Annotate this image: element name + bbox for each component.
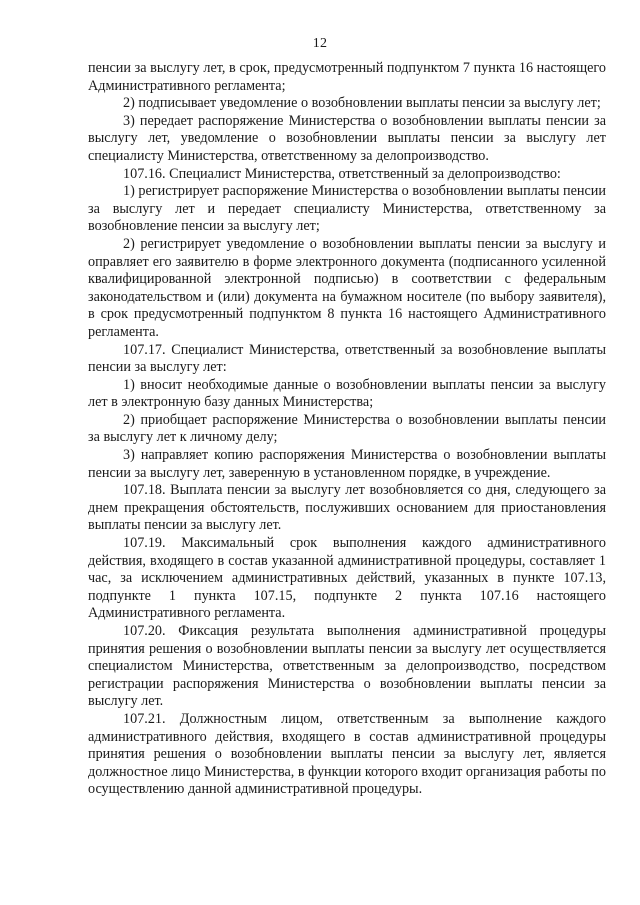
paragraph: 107.16. Специалист Министерства, ответственный за делопроизводство: (123, 165, 561, 182)
paragraph: 1) регистрирует распоряжение Министерства о возобновлении выплаты пенсии за выслугу лет и передает специалисту Министерства, ответственному за возобновление пенсии за выслугу лет; (88, 183, 606, 235)
paragraph: 2) регистрирует уведомление о возобновлении выплаты пенсии за выслугу и оправляет его заявителю в форме электронного документа (подписанного усиленной квалифицированной электронной подписью) в соответствии с федеральным законодательством и (или) документа на бумажном носителе (по выбору заявителя), в срок предусмотренный подпунктом 8 пункта 16 настоящего Административного регламента. (88, 235, 606, 340)
paragraph: 2) подписывает уведомление о возобновлении выплаты пенсии за выслугу лет; (123, 95, 601, 112)
paragraph: 1) вносит необходимые данные о возобновлении выплаты пенсии за выслугу лет в электронную базу данных Министерства; (88, 376, 606, 411)
paragraph: 3) направляет копию распоряжения Министерства о возобновлении выплаты пенсии за выслугу лет, заверенную в установленном порядке, в учреждение. (88, 447, 606, 481)
paragraph: 107.18. Выплата пенсии за выслугу лет возобновляется со дня, следующего за днем прекращения обстоятельств, послуживших основанием для приостановления выплаты пенсии за выслугу лет. (88, 482, 606, 534)
paragraph: 107.17. Специалист Министерства, ответственный за возобновление выплаты пенсии за выслугу лет: (88, 341, 606, 376)
paragraph: 107.21. Должностным лицом, ответственным за выполнение каждого административного действия, входящего в состав административной процедуры принятия решения о возобновлении выплаты пенсии за выслугу лет, является должностное лицо Министерства, в функции которого входит организация работы по осуществлению данной административной процедуры. (88, 710, 606, 798)
paragraph-continuation: пенсии за выслугу лет, в срок, предусмотренный подпунктом 7 пункта 16 настоящего Административного регламента; (88, 60, 606, 94)
paragraph: 107.20. Фиксация результата выполнения административной процедуры принятия решения о возобновлении выплаты пенсии за выслугу лет осуществляется специалистом Министерства, ответственным за делопроизводство, посредством регистрации распоряжения Министерства о возобновлении выплаты пенсии за выслугу лет. (88, 623, 606, 710)
paragraph: 2) приобщает распоряжение Министерства о возобновлении выплаты пенсии за выслугу лет к личному делу; (88, 411, 606, 446)
document-body (88, 60, 606, 799)
paragraph: 107.19. Максимальный срок выполнения каждого административного действия, входящего в состав указанной административной процедуры, составляет 1 час, за исключением административных действий, указанных в пункте 107.13, подпункте 1 пункта 107.15, подпункте 2 пункта 107.16 настоящего Административного регламента. (88, 535, 606, 622)
page-number: 12 (312, 36, 328, 51)
paragraph: 3) передает распоряжение Министерства о возобновлении выплаты пенсии за выслугу лет, уведомление о возобновлении выплаты пенсии за выслугу лет специалисту Министерства, ответственному за делопроизводство. (88, 112, 606, 164)
